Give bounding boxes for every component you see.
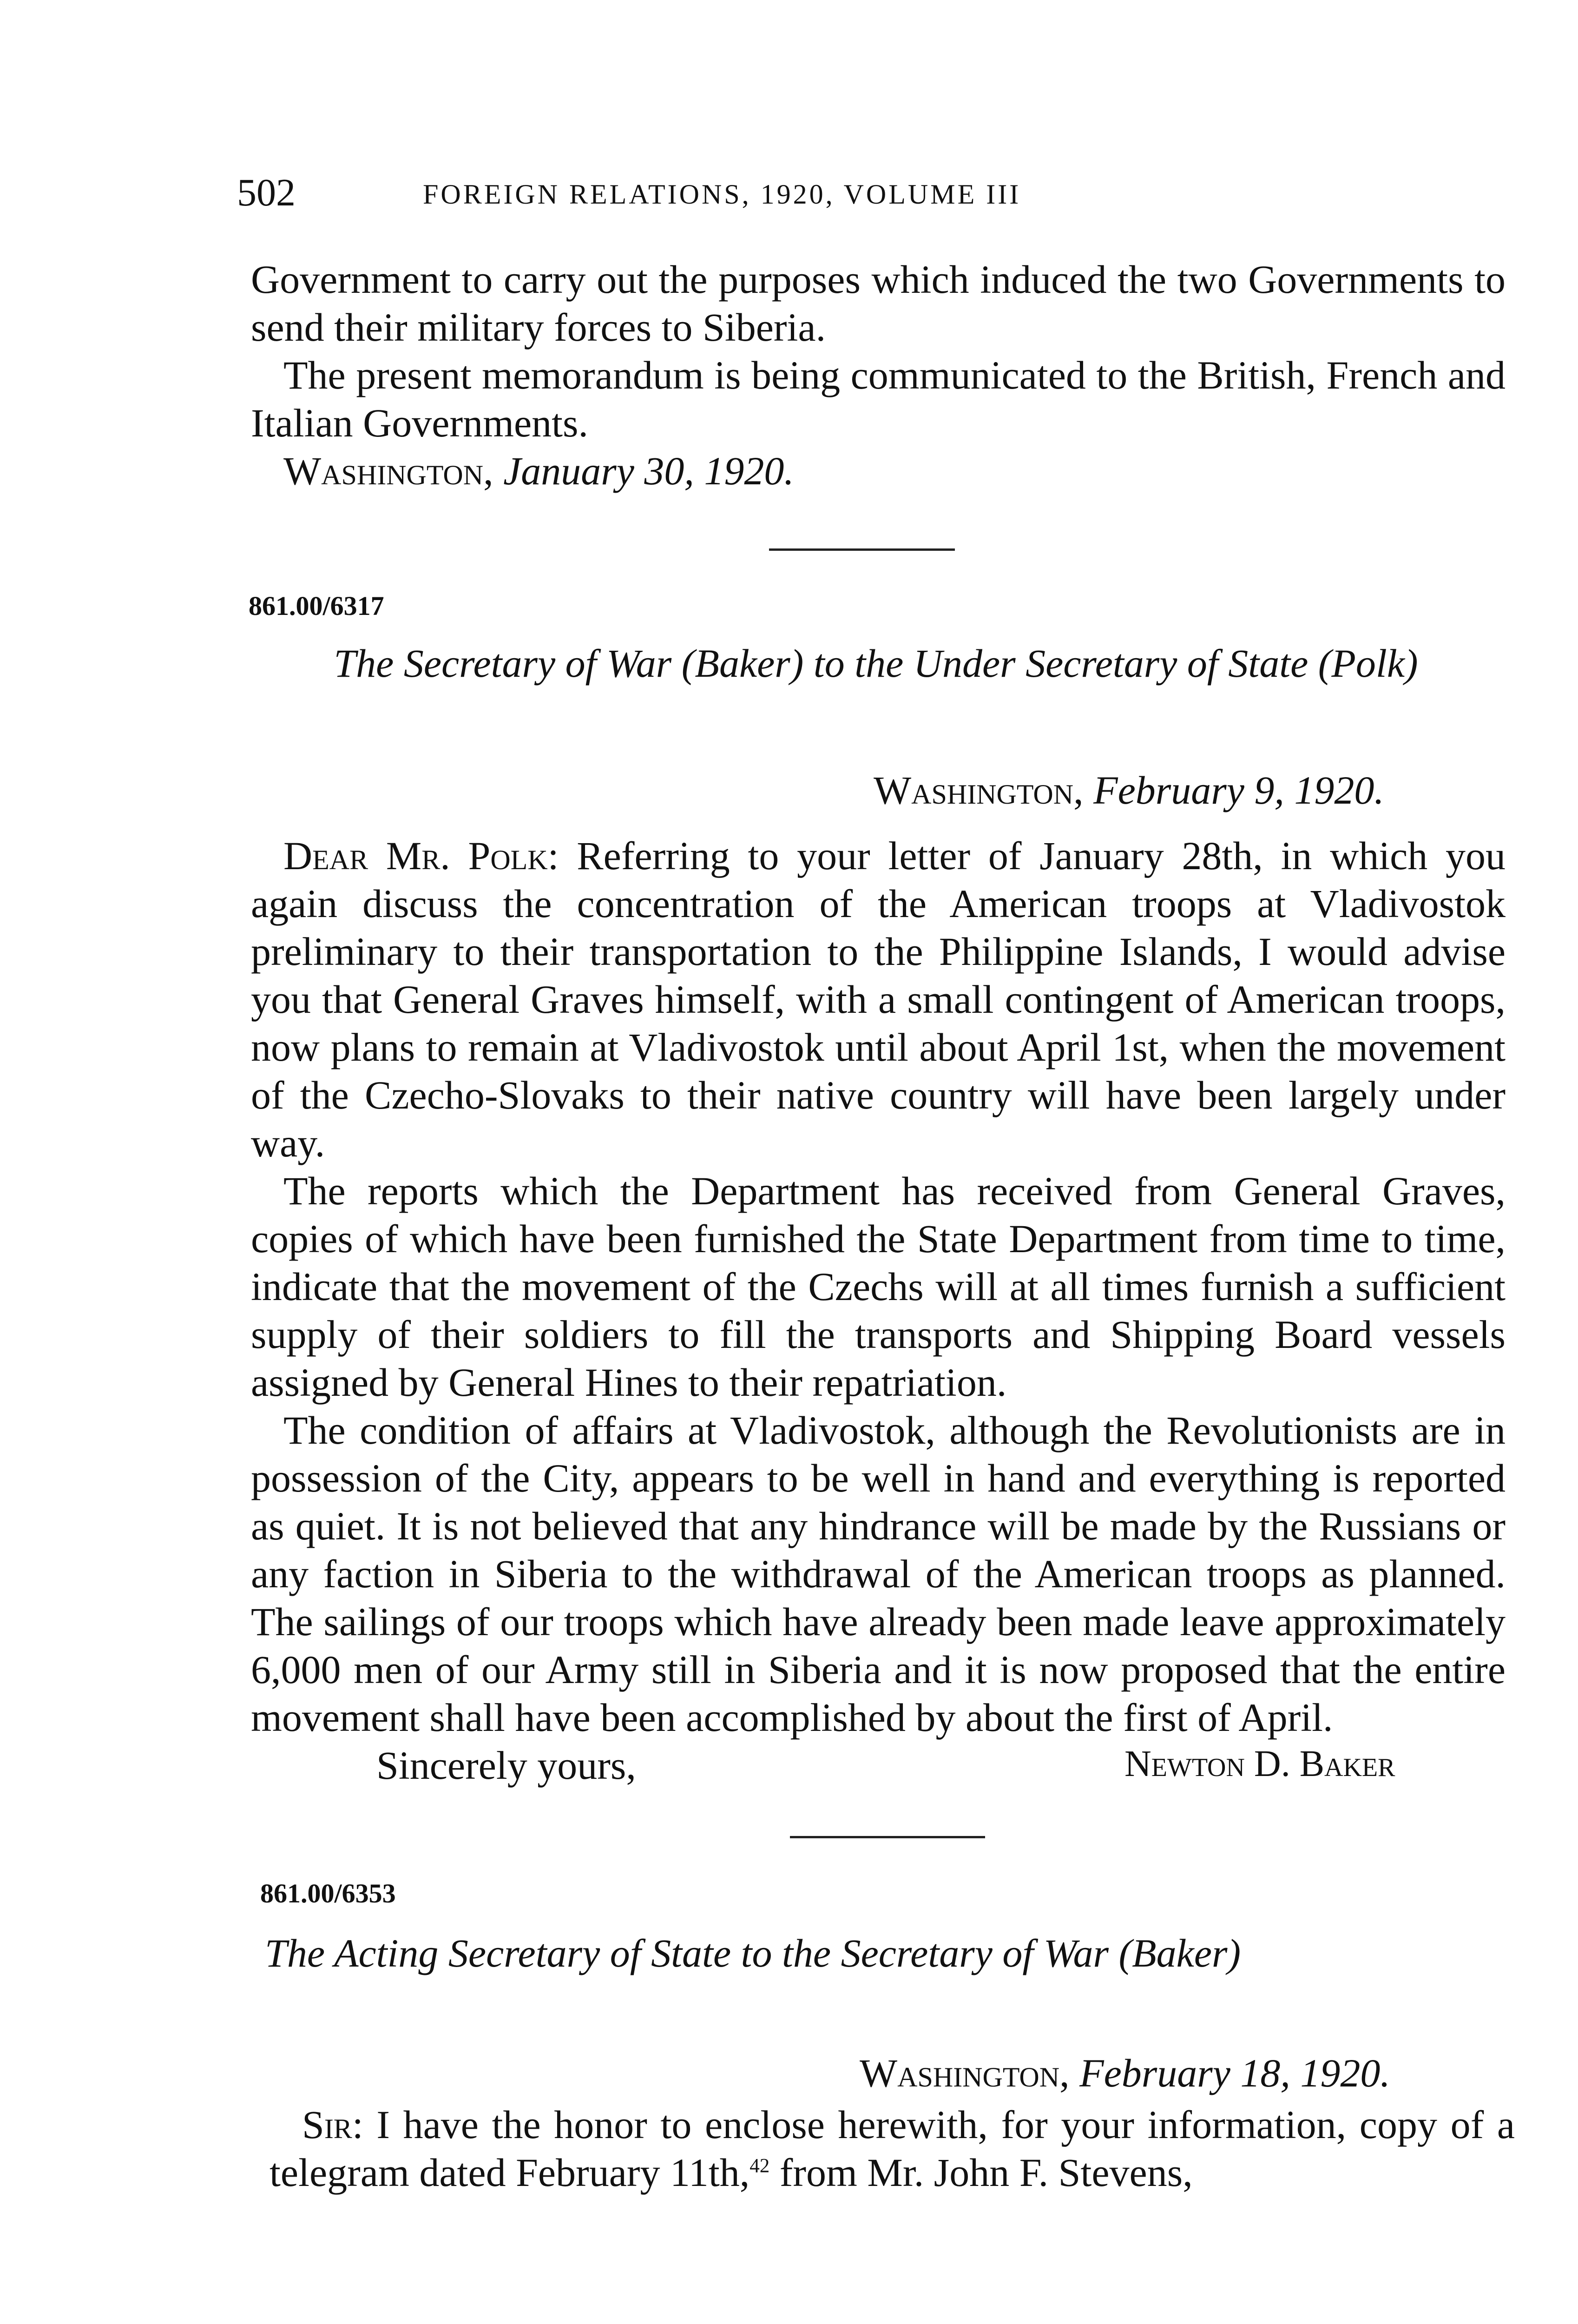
- document-title: The Acting Secretary of State to the Secretary of War (Baker): [265, 1931, 1241, 1975]
- letter-body: [251, 832, 1506, 1789]
- footnote-reference[interactable]: 42: [750, 2155, 770, 2177]
- page-number: 502: [237, 171, 296, 214]
- letter-paragraph: The reports which the Department has received from General Graves, copies of which have been furnished the State Department from time to time, indicate that the movement of the Czechs will at all times furnish a sufficient supply of their soldiers to fill the transports and Shipping Board vessels assigned by General Hines to their repatriation.: [251, 1169, 1506, 1405]
- dateline-place: Washington,: [283, 449, 493, 493]
- dateline-place: Washington,: [874, 768, 1084, 812]
- salutation: Dear Mr. Polk:: [283, 833, 559, 878]
- document-dateline: [860, 2050, 1390, 2096]
- continuation-block: [251, 256, 1506, 495]
- paragraph-text: from Mr. John F. Stevens,: [769, 2150, 1193, 2195]
- continuation-paragraph: Government to carry out the purposes which induced the two Governments to send their military forces to Siberia.: [251, 257, 1506, 350]
- continuation-dateline: [251, 447, 1506, 495]
- letter-paragraph: [270, 2101, 1515, 2197]
- letter-closing: Sincerely yours,: [376, 1743, 636, 1788]
- letter-paragraph: [251, 832, 1506, 1167]
- document-dateline: [874, 767, 1384, 813]
- dateline-date: February 9, 1920.: [1093, 768, 1384, 812]
- dateline-date: January 30, 1920.: [503, 449, 794, 493]
- section-divider: [790, 1836, 985, 1838]
- salutation: Sir:: [302, 2102, 363, 2147]
- paragraph-text: I have the honor to enclose herewith, for your information, copy of a telegram dated February 11th,: [270, 2102, 1515, 2195]
- running-title: FOREIGN RELATIONS, 1920, VOLUME III: [423, 179, 1021, 210]
- continuation-paragraph: The present memorandum is being communicated to the British, French and Italian Governments.: [251, 353, 1506, 445]
- signature: Newton D. Baker: [1124, 1743, 1395, 1784]
- dateline-place: Washington,: [860, 2051, 1070, 2095]
- dateline-date: February 18, 1920.: [1079, 2051, 1390, 2095]
- letter-paragraph: The condition of affairs at Vladivostok, although the Revolutionists are in possession of the City, appears to be well in hand and everything is reported as quiet. It is not believed that any hindrance will be made by the Russians or any faction in Siberia to the withdrawal of the American troops as planned. The sailings of our troops which have already been made leave approximately 6,000 men of our Army still in Siberia and it is now proposed that the entire movement shall have been accomplished by about the first of April.: [251, 1408, 1506, 1740]
- paragraph-text: Referring to your letter of January 28th, in which you again discuss the concentration of the American troops at Vladivostok preliminary to their transportation to the Philippine Islands, I would advise you that General Graves himself, with a small contingent of American troops, now plans to remain at Vladivostok until about April 1st, when the movement of the Czecho-Slovaks to their native country will have been largely under way.: [251, 833, 1506, 1165]
- file-number: 861.00/6353: [260, 1878, 396, 1908]
- running-header: [237, 167, 1501, 218]
- letter-body: [270, 2101, 1515, 2197]
- section-divider: [769, 548, 955, 551]
- file-number: 861.00/6317: [249, 591, 384, 621]
- document-title: The Secretary of War (Baker) to the Under Secretary of State (Polk): [334, 641, 1418, 686]
